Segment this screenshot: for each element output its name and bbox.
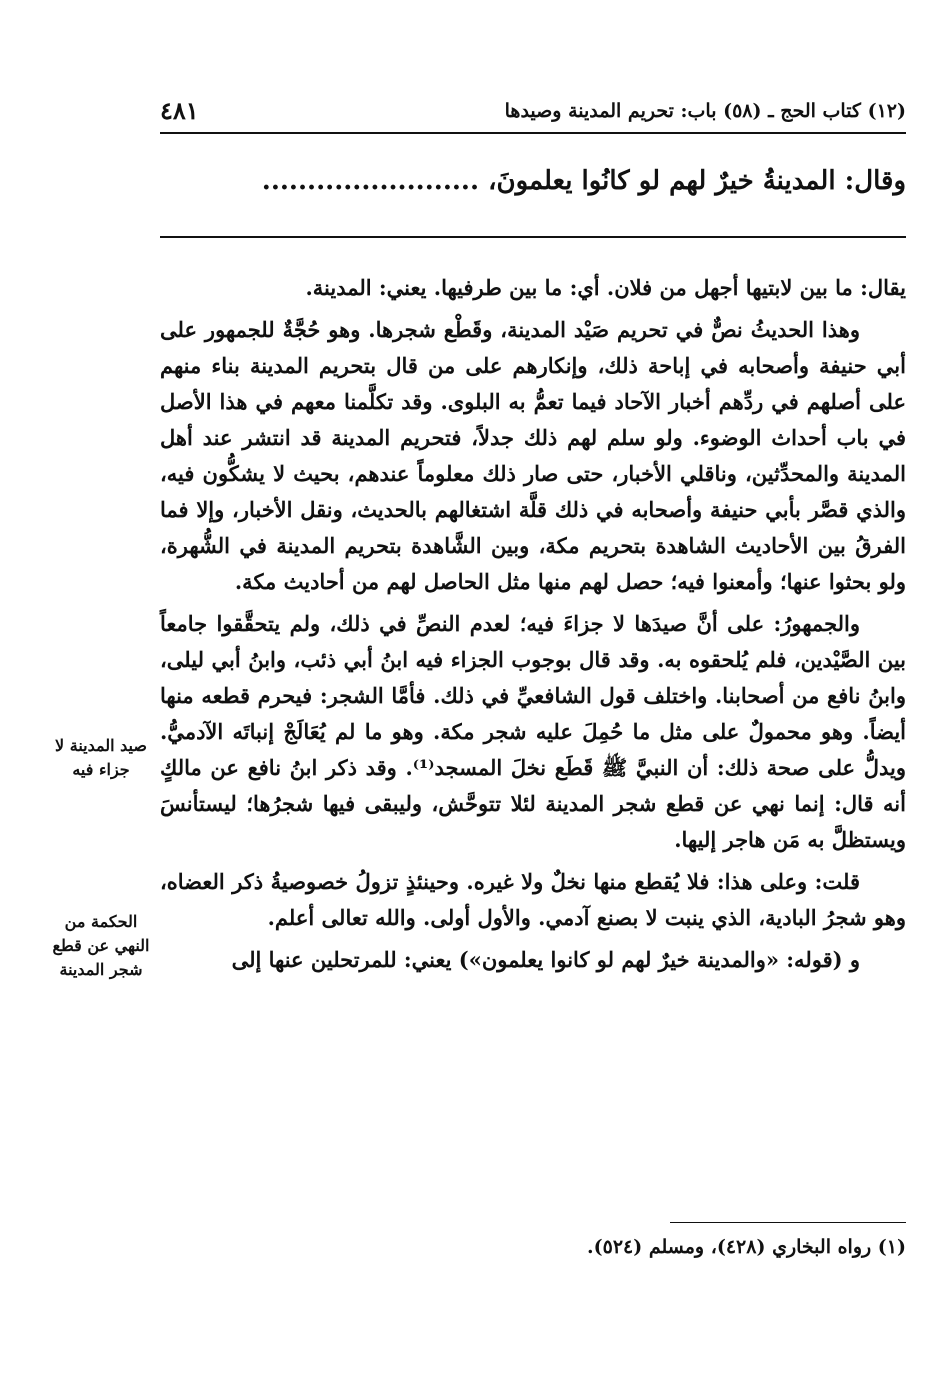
hadith-divider: [160, 236, 906, 238]
footnote: (١) رواه البخاري (٤٢٨)، ومسلم (٥٢٤).: [587, 1236, 906, 1258]
margin-note-hunting: صيد المدينة لا جزاء فيه: [55, 736, 147, 779]
running-header: [160, 96, 906, 130]
footnote-divider: [670, 1222, 906, 1223]
paragraph-lexical: يقال: ما بين لابتيها أجهل من فلان. أي: ما بين طرفيها. يعني: المدينة.: [305, 275, 906, 300]
paragraph-prohibition: وهذا الحديثُ نصٌّ في تحريم صَيْد المدينة، وقَطْع شجرها. وهو حُجَّةٌ للجمهور على أبي حنيفة وأصحابه في إباحة ذلك، وإنكارهم على من قال بتحريم المدينة بناء منهم على أصلهم في ردِّهم أخبار الآحاد فيما تعمُّ به البلوى. وقد تكلَّمنا معهم في هذا الأصل في باب أحداث الوضوء. ولو سلم لهم ذلك جدلاً، فتحريم المدينة قد انتشر عند أهل المدينة والمحدِّثين، وناقلي الأخبار، حتى صار ذلك معلوماً عندهم، بحيث لا يشكُّون فيه، والذي قصَّر بأبي حنيفة وأصحابه في ذلك قلَّة اشتغالهم بالحديث، ونقل الأخبار، وإلا فما الفرقُ بين الأحاديث الشاهدة بتحريم مكة، وبين الشَّاهدة بتحريم المدينة في الشُّهرة، ولو بحثوا عنها؛ وأمعنوا فيه؛ حصل لهم منها مثل الحاصل لهم من أحاديث مكة.: [160, 317, 907, 594]
hadith-quote: وقال: المدينةُ خيرٌ لهم لو كانُوا يعلمونَ،: [488, 166, 906, 196]
margin-note-trees: الحكمة من النهي عن قطع شجر المدينة: [52, 912, 150, 979]
hadith-text: [160, 166, 906, 196]
chapter-title: (١٢) كتاب الحج ـ (٥٨) باب: تحريم المدينة وصيدها: [504, 100, 906, 122]
page-number: ٤٨١: [160, 96, 199, 125]
header-divider: [160, 132, 906, 134]
paragraph-author-note: قلت: وعلى هذا: فلا يُقطع منها نخلٌ ولا غيره. وحينئذٍ تزولُ خصوصيةُ ذكر العضاه، وهو شجرُ البادية، الذي ينبت لا بصنع آدمي. والأول أولى. والله تعالى أعلم.: [160, 869, 906, 930]
paragraph-majority-view: والجمهورُ: على أنَّ صيدَها لا جزاءَ فيه؛ لعدم النصِّ في ذلك، ولم يتحقَّقوا جامعاً بين الصَّيْدين، فلم يُلحقوه به. وقد قال بوجوب الجزاء فيه ابنُ أبي ذئب، وابنُ أبي ليلى، وابنُ نافع من أصحابنا. واختلف قول الشافعيِّ في ذلك. فأمَّا الشجر: فيحرم قطعه منها أيضاً. وهو محمولٌ على مثل ما حُمِلَ عليه شجر مكة. وهو ما لم يُعَالَجْ إنباتَه الآدميُّ. ويدلُّ على صحة ذلك: أن النبيَّ ﷺ قَطَع نخلَ المسجد⁽¹⁾. وقد ذكر ابنُ نافع عن مالكٍ أنه قال: إنما نهي عن قطع شجر المدينة لئلا تتوحَّش، وليبقى فيها شجرُها؛ ليستأنسَ ويستظلَّ به مَن هاجر إليها.: [160, 611, 906, 852]
paragraph-continuation: و (قوله: «والمدينة خيرٌ لهم لو كانوا يعلمون») يعني: للمرتحلين عنها إلى: [231, 947, 860, 972]
hadith-ellipsis: ........................: [261, 166, 480, 196]
commentary-body: [160, 270, 906, 984]
